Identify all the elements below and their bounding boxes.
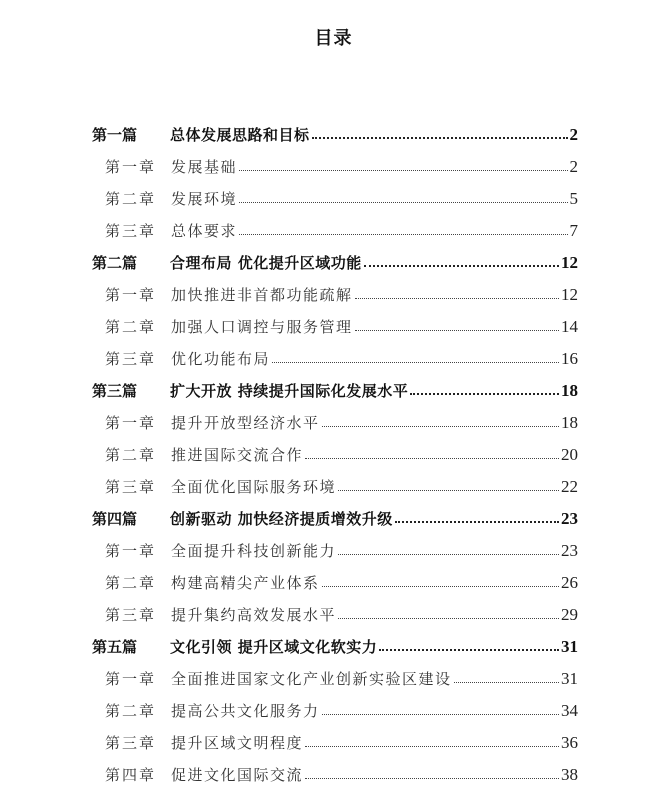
chapter-title: 全面推进国家文化产业创新实验区建设 xyxy=(171,670,452,688)
toc-chapter-4-2[interactable] xyxy=(105,572,578,598)
page-number: 18 xyxy=(561,381,578,400)
chapter-label: 第二章 xyxy=(105,318,157,336)
chapter-label: 第二章 xyxy=(105,446,157,464)
part-label: 第三篇 xyxy=(92,382,138,400)
part-label: 第二篇 xyxy=(92,254,138,272)
part-title: 创新驱动 加快经济提质增效升级 xyxy=(170,510,393,528)
chapter-title: 促进文化国际交流 xyxy=(171,766,304,784)
chapter-title: 提高公共文化服务力 xyxy=(171,702,320,720)
chapter-label: 第三章 xyxy=(105,478,157,496)
dot-leader xyxy=(239,157,567,172)
dot-leader xyxy=(322,413,559,428)
toc-part-1[interactable] xyxy=(92,124,578,150)
chapter-title: 发展基础 xyxy=(171,158,238,176)
chapter-label: 第二章 xyxy=(105,702,157,720)
chapter-title: 全面提升科技创新能力 xyxy=(171,542,337,560)
dot-leader xyxy=(305,765,559,780)
part-label: 第五篇 xyxy=(92,638,138,656)
chapter-label: 第一章 xyxy=(105,286,157,304)
page-number: 31 xyxy=(561,637,578,656)
page-number: 14 xyxy=(561,317,578,336)
page-title: 目录 xyxy=(314,28,353,49)
toc-chapter-3-2[interactable] xyxy=(105,444,578,470)
dot-leader xyxy=(239,189,567,204)
toc-chapter-5-4[interactable] xyxy=(105,764,578,790)
toc-part-3[interactable] xyxy=(92,380,578,406)
dot-leader xyxy=(338,605,559,620)
chapter-title: 优化功能布局 xyxy=(171,350,271,368)
toc-chapter-1-1[interactable] xyxy=(105,156,578,182)
dot-leader xyxy=(305,445,559,460)
chapter-title: 构建高精尖产业体系 xyxy=(171,574,320,592)
dot-leader xyxy=(395,509,559,524)
chapter-title: 发展环境 xyxy=(171,190,238,208)
page-number: 2 xyxy=(569,157,578,176)
page-number: 26 xyxy=(561,573,578,592)
page-number: 22 xyxy=(561,477,578,496)
part-title: 合理布局 优化提升区域功能 xyxy=(170,254,362,272)
part-title: 文化引领 提升区域文化软实力 xyxy=(170,638,378,656)
page-number: 36 xyxy=(561,733,578,752)
page-number: 31 xyxy=(561,669,578,688)
page-number: 38 xyxy=(561,765,578,784)
part-label: 第四篇 xyxy=(92,510,138,528)
page-number: 12 xyxy=(561,285,578,304)
toc-chapter-3-3[interactable] xyxy=(105,476,578,502)
dot-leader xyxy=(338,477,559,492)
dot-leader xyxy=(272,349,559,364)
page-number: 20 xyxy=(561,445,578,464)
dot-leader xyxy=(364,253,559,268)
part-title: 扩大开放 持续提升国际化发展水平 xyxy=(170,382,409,400)
chapter-title: 提升开放型经济水平 xyxy=(171,414,320,432)
chapter-title: 全面优化国际服务环境 xyxy=(171,478,337,496)
page-number: 23 xyxy=(561,541,578,560)
chapter-label: 第一章 xyxy=(105,414,157,432)
page-number: 16 xyxy=(561,349,578,368)
chapter-title: 加强人口调控与服务管理 xyxy=(171,318,353,336)
chapter-title: 推进国际交流合作 xyxy=(171,446,304,464)
page-number: 2 xyxy=(569,125,578,144)
dot-leader xyxy=(322,573,559,588)
page-number: 7 xyxy=(569,221,578,240)
page-number: 18 xyxy=(561,413,578,432)
dot-leader xyxy=(322,701,559,716)
toc-chapter-2-1[interactable] xyxy=(105,284,578,310)
page-number: 29 xyxy=(561,605,578,624)
dot-leader xyxy=(379,637,559,652)
chapter-label: 第三章 xyxy=(105,350,157,368)
chapter-label: 第三章 xyxy=(105,606,157,624)
toc-chapter-1-3[interactable] xyxy=(105,220,578,246)
dot-leader xyxy=(454,669,559,684)
toc-chapter-5-2[interactable] xyxy=(105,700,578,726)
page-number: 5 xyxy=(569,189,578,208)
chapter-label: 第三章 xyxy=(105,222,157,240)
chapter-label: 第二章 xyxy=(105,574,157,592)
toc-chapter-5-1[interactable] xyxy=(105,668,578,694)
dot-leader xyxy=(338,541,559,556)
dot-leader xyxy=(312,125,568,140)
chapter-label: 第一章 xyxy=(105,158,157,176)
toc-part-2[interactable] xyxy=(92,252,578,278)
toc-part-4[interactable] xyxy=(92,508,578,534)
part-label: 第一篇 xyxy=(92,126,138,144)
chapter-label: 第二章 xyxy=(105,190,157,208)
chapter-label: 第一章 xyxy=(105,542,157,560)
toc-chapter-1-2[interactable] xyxy=(105,188,578,214)
toc-chapter-2-3[interactable] xyxy=(105,348,578,374)
dot-leader xyxy=(355,317,559,332)
chapter-label: 第三章 xyxy=(105,734,157,752)
chapter-title: 提升区域文明程度 xyxy=(171,734,304,752)
page-number: 12 xyxy=(561,253,578,272)
dot-leader xyxy=(305,733,559,748)
dot-leader xyxy=(355,285,559,300)
chapter-title: 加快推进非首都功能疏解 xyxy=(171,286,353,304)
dot-leader xyxy=(239,221,567,236)
toc-chapter-4-3[interactable] xyxy=(105,604,578,630)
dot-leader xyxy=(410,381,559,396)
chapter-title: 总体要求 xyxy=(171,222,238,240)
toc-part-5[interactable] xyxy=(92,636,578,662)
toc-chapter-5-3[interactable] xyxy=(105,732,578,758)
toc-chapter-3-1[interactable] xyxy=(105,412,578,438)
chapter-title: 提升集约高效发展水平 xyxy=(171,606,337,624)
page-number: 34 xyxy=(561,701,578,720)
chapter-label: 第四章 xyxy=(105,766,157,784)
part-title: 总体发展思路和目标 xyxy=(170,126,310,144)
chapter-label: 第一章 xyxy=(105,670,157,688)
page-number: 23 xyxy=(561,509,578,528)
toc-chapter-4-1[interactable] xyxy=(105,540,578,566)
toc-chapter-2-2[interactable] xyxy=(105,316,578,342)
